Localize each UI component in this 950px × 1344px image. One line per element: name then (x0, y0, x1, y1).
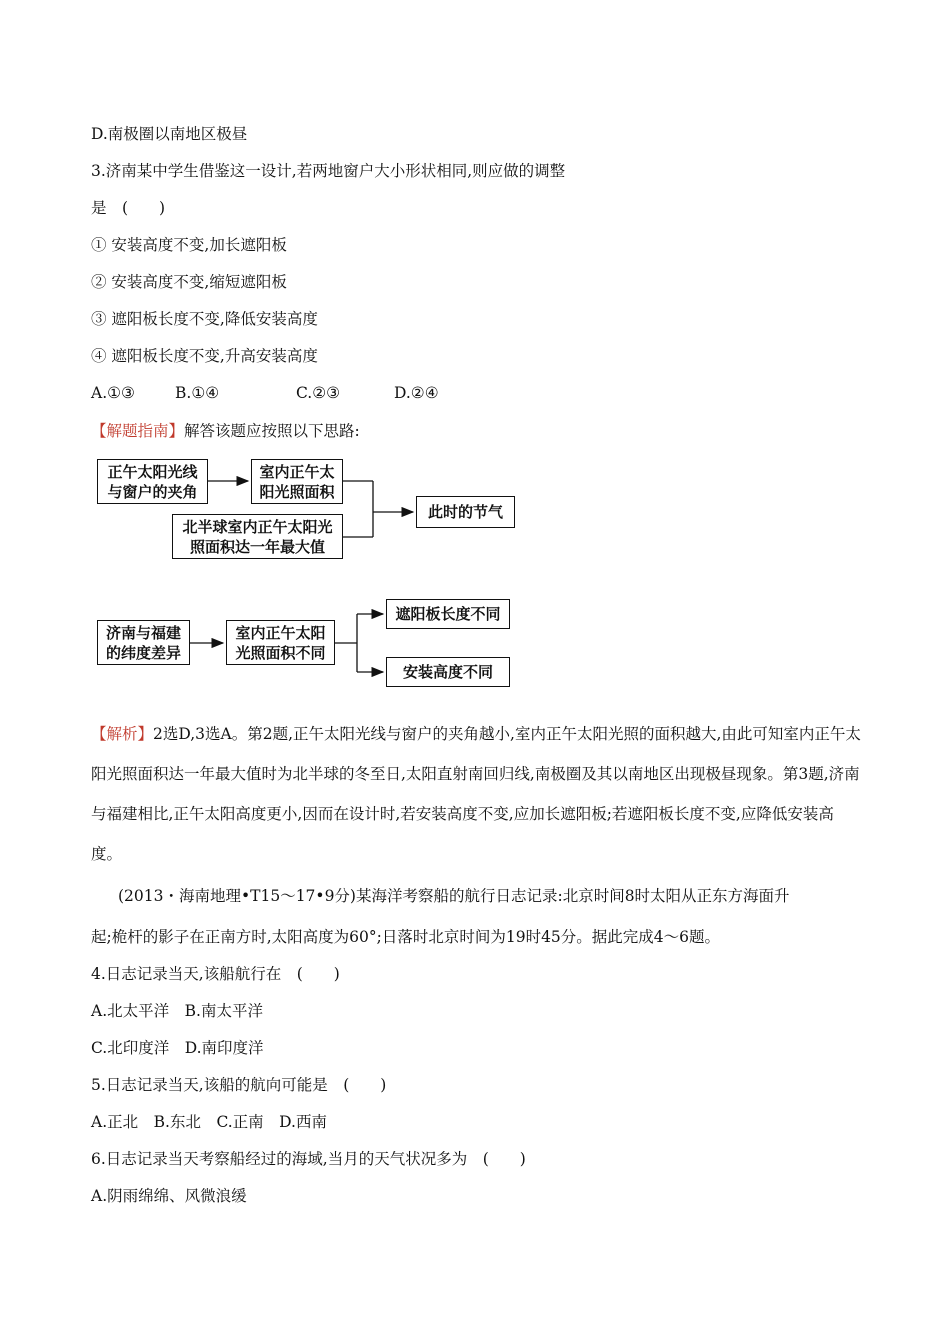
q6-options-row1: A.阴雨绵绵、风微浪缓 (91, 1187, 247, 1205)
q3-option-d: D.②④ (394, 384, 439, 402)
q4-options-row1: A.北太平洋 B.南太平洋 (91, 1002, 263, 1020)
q4-stem: 4.日志记录当天,该船航行在 ( ) (91, 965, 340, 983)
q4-options-row2: C.北印度洋 D.南印度洋 (91, 1039, 264, 1057)
q3-option-c: C.②③ (296, 384, 341, 402)
q5-stem: 5.日志记录当天,该船的航向可能是 ( ) (91, 1076, 387, 1094)
flow1-box-area: 室内正午太 阳光照面积 (251, 459, 343, 504)
q2-option-d: D.南极圈以南地区极昼 (91, 125, 248, 143)
q3-item-4: ④ 遮阳板长度不变,升高安装高度 (91, 347, 318, 365)
flow2-box-shade-length: 遮阳板长度不同 (386, 599, 510, 629)
q3-item-1: ① 安装高度不变,加长遮阳板 (91, 236, 287, 254)
q5-options-row1: A.正北 B.东北 C.正南 D.西南 (91, 1113, 327, 1131)
flow2-box-area-diff: 室内正午太阳 光照面积不同 (226, 620, 335, 665)
q3-stem-line1: 3.济南某中学生借鉴这一设计,若两地窗户大小形状相同,则应做的调整 (91, 162, 566, 180)
flow1-box-angle: 正午太阳光线 与窗户的夹角 (97, 459, 208, 504)
flow1-box-max: 北半球室内正午太阳光 照面积达一年最大值 (172, 514, 343, 559)
q3-stem-line2: 是 ( ) (91, 199, 166, 217)
q6-stem: 6.日志记录当天考察船经过的海域,当月的天气状况多为 ( ) (91, 1150, 526, 1168)
flow2-box-latitude: 济南与福建 的纬度差异 (97, 620, 190, 665)
guide-text: 解答该题应按照以下思路: (184, 422, 360, 440)
analysis-paragraph (91, 714, 861, 874)
analysis-text: 2选D,3选A。第2题,正午太阳光线与窗户的夹角越小,室内正午太阳光照的面积越大,由此可知室内正午太阳光照面积达一年最大值时为北半球的冬至日,太阳直射南回归线,南极圈及其以南地区出现极昼现象。第3题,济南与福建相比,正午太阳高度更小,因而在设计时,若安装高度不变,应加长遮阳板;若遮阳板长度不变,应降低安装高度。 (91, 725, 861, 863)
intro-line2: 起;桅杆的影子在正南方时,太阳高度为60°;日落时北京时间为19时45分。据此完成4～6题。 (91, 928, 721, 946)
analysis-tag: 【解析】 (91, 725, 154, 743)
intro-line1: (2013・海南地理•T15～17•9分)某海洋考察船的航行日志记录:北京时间8时太阳从正东方海面升 (118, 887, 790, 905)
flow2-box-install-height: 安装高度不同 (386, 657, 510, 687)
guide-tag: 【解题指南】 (91, 422, 185, 440)
q3-option-a: A.①③ (91, 384, 135, 402)
q3-item-3: ③ 遮阳板长度不变,降低安装高度 (91, 310, 318, 328)
q3-option-b: B.①④ (175, 384, 220, 402)
q3-item-2: ② 安装高度不变,缩短遮阳板 (91, 273, 287, 291)
flow1-box-solar-term: 此时的节气 (416, 496, 515, 528)
